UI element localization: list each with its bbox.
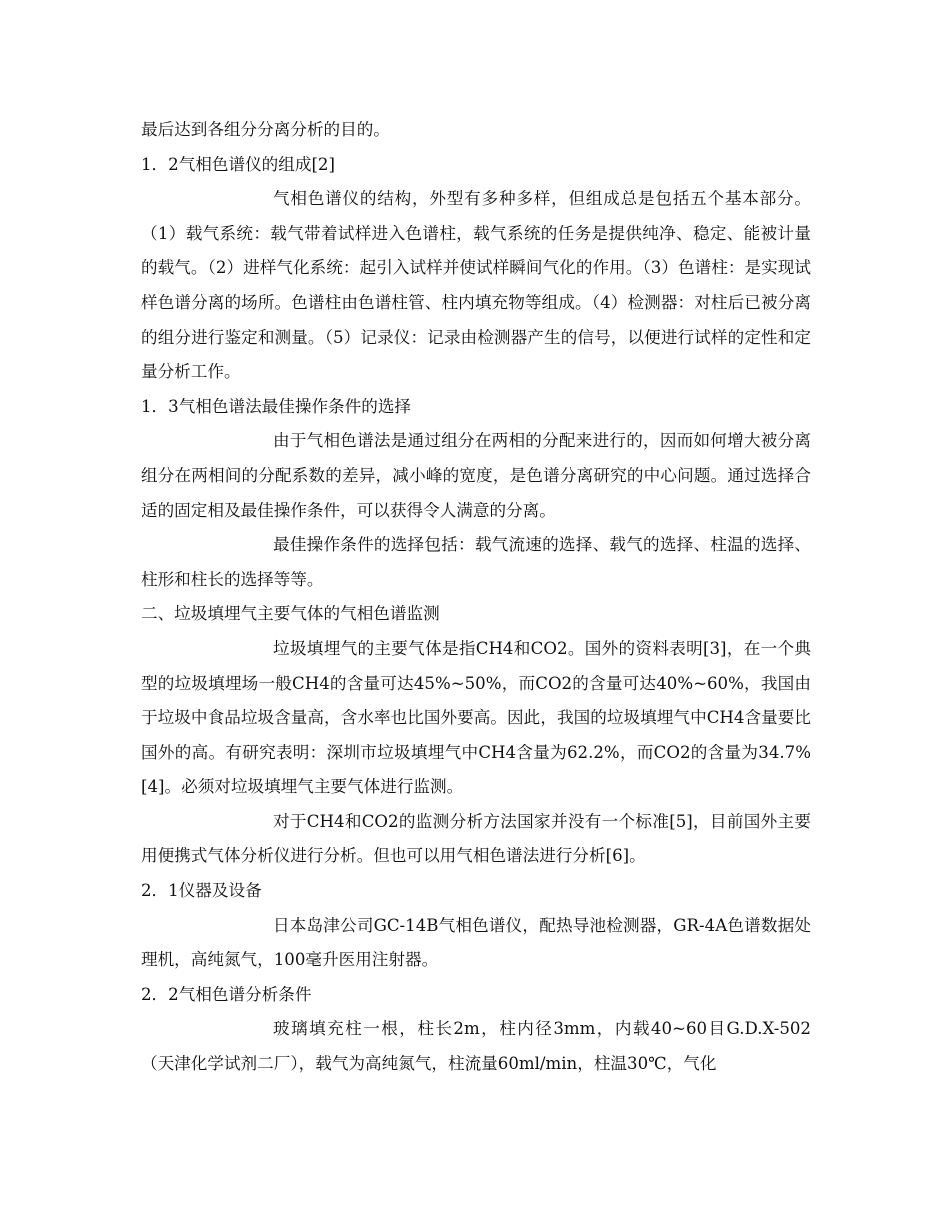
paragraph-gc-components: 气相色谱仪的结构，外型有多种多样，但组成总是包括五个基本部分。（1）载气系统：载气带着试样进入色谱柱，载气系统的任务是提供纯净、稳定、能被计量的载气。（2）进样气化系统：起引入试样并使试样瞬间气化的作用。（3）色谱柱：是实现试样色谱分离的场所。色谱柱由色谱柱管、柱内填充物等组成。（4）检测器：对柱后已被分离的组分进行鉴定和测量。（5）记录仪：记录由检测器产生的信号，以便进行试样的定性和定量分析工作。 [141, 189, 811, 382]
section-heading-1-3: 1．3气相色谱法最佳操作条件的选择 [141, 396, 412, 416]
paragraph-instruments: 日本岛津公司GC-14B气相色谱仪，配热导池检测器，GR-4A色谱数据处理机，高纯氮气，100毫升医用注射器。 [141, 915, 811, 970]
paragraph-analysis-conditions: 玻璃填充柱一根，柱长2m，柱内径3mm，内载40~60目G.D.X-502（天津化学试剂二厂），载气为高纯氮气，柱流量60ml/min，柱温30℃，气化 [141, 1019, 811, 1074]
paragraph-methods: 对于CH4和CO2的监测分析方法国家并没有一个标准[5]，目前国外主要用便携式气体分析仪进行分析。但也可以用气相色谱法进行分析[6]。 [141, 811, 811, 866]
paragraph-separation: 由于气相色谱法是通过组分在两相的分配来进行的，因而如何增大被分离组分在两相间的分配系数的差异，减小峰的宽度，是色谱分离研究的中心问题。通过选择合适的固定相及最佳操作条件，可以获得令人满意的分离。 [141, 431, 811, 520]
section-heading-2-2: 2．2气相色谱分析条件 [141, 984, 312, 1004]
section-heading-2: 二、垃圾填埋气主要气体的气相色谱监测 [141, 604, 440, 624]
paragraph-conditions: 最佳操作条件的选择包括：载气流速的选择、载气的选择、柱温的选择、柱形和柱长的选择等等。 [141, 535, 811, 589]
paragraph-continuation: 最后达到各组分分离分析的目的。 [141, 120, 390, 139]
section-heading-1-2: 1．2气相色谱仪的组成[2] [141, 154, 335, 174]
body-text [141, 113, 811, 1082]
paragraph-landfill-gas: 垃圾填埋气的主要气体是指CH4和CO2。国外的资料表明[3]，在一个典型的垃圾填埋场一般CH4的含量可达45%~50%，而CO2的含量可达40%~60%，我国由于垃圾中食品垃圾含量高，含水率也比国外要高。因此，我国的垃圾填埋气中CH4含量要比国外的高。有研究表明：深圳市垃圾填埋气中CH4含量为62.2%，而CO2的含量为34.7%[4]。必须对垃圾填埋气主要气体进行监测。 [141, 638, 811, 797]
section-heading-2-1: 2．1仪器及设备 [141, 881, 262, 901]
